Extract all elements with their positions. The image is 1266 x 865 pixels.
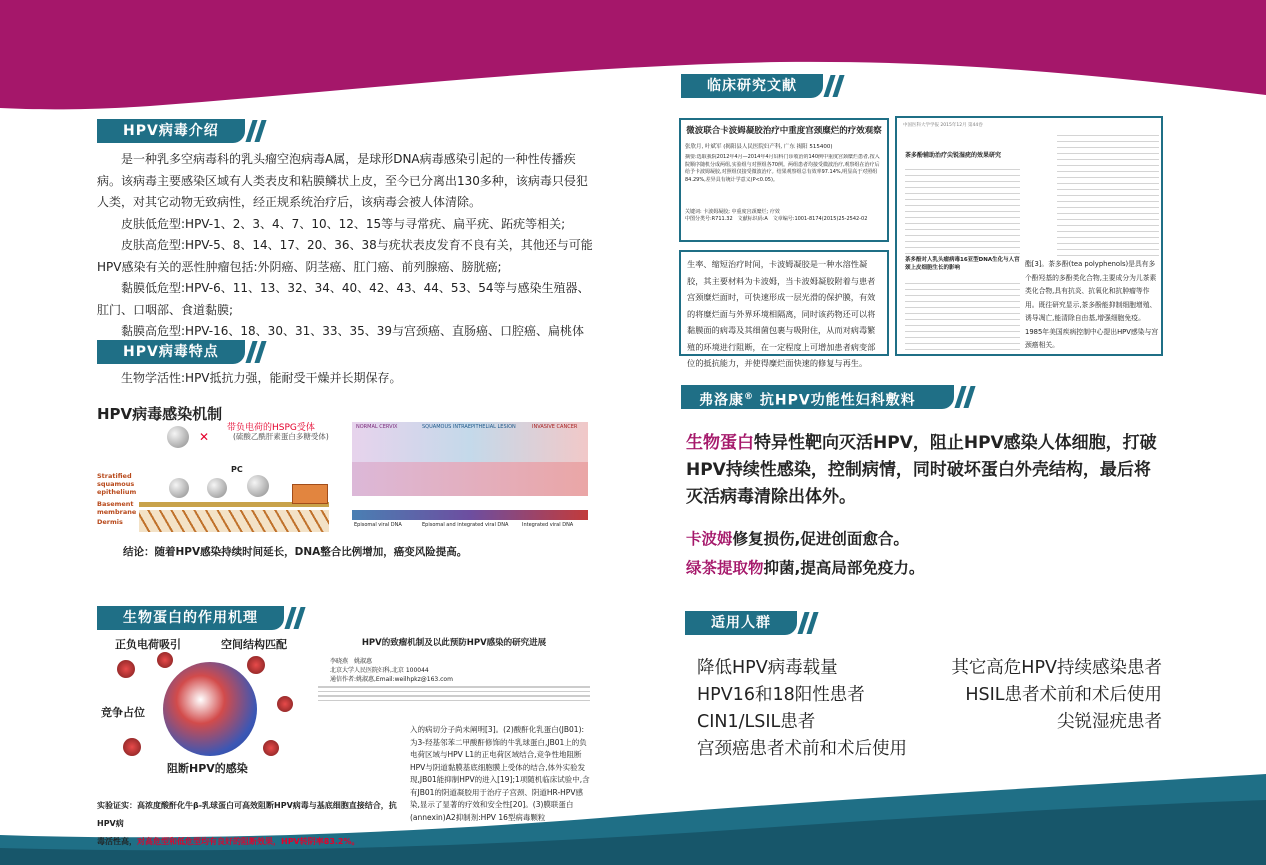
section-title-hpv-intro: HPV病毒介绍: [97, 119, 245, 143]
label-competitive-binding: 竞争占位: [101, 706, 145, 719]
virus-particle-icon: [167, 426, 189, 448]
layer-epithelium-label: Stratified squamous epithelium: [97, 472, 137, 496]
experiment-evidence: [97, 797, 407, 851]
episomal-label: Episomal viral DNA: [354, 522, 402, 528]
claim-text: 特异性靶向灭活HPV，阻止HPV感染人体细胞，打破HPV持续性感染，控制病情，同时破坏蛋白外壳结构，最后将灭活病毒清除出体外。: [686, 433, 1157, 507]
protein-molecule-icon: [117, 660, 135, 678]
audience-item: 宫颈癌患者术前和术后使用: [697, 739, 907, 759]
hpv-skin-low-risk: 皮肤低危型:HPV-1、2、3、4、7、10、12、15等与寻常疣、扁平疣、跖疣等相关;: [121, 216, 566, 231]
virus-particle-icon: [169, 478, 189, 498]
audience-right-list: [951, 655, 1162, 736]
section-tag-biological-protein: [97, 606, 302, 630]
section-title-audience: 适用人群: [685, 611, 797, 635]
clinical-paper-1-authors: 张欣月, 叶斌军 (揭阳县人民医院妇产科, 广东 揭阳 515400): [685, 144, 833, 150]
hpv-intro-body: [97, 149, 595, 364]
hpv-mucosa-high-risk: 黏膜高危型:HPV-16、18、30、31、33、35、39与宫颈癌、直肠癌、口腔癌、扁桃体: [121, 324, 585, 338]
clinical-paper-1-codes: 中图分类号:R711.32 文献标识码:A 文章编号:1001-8174(2015)25-2542-02: [685, 216, 868, 222]
hspg-label: 带负电荷的HSPG受体: [227, 423, 315, 433]
protein-paper-affiliation: 北京大学人民医院妇科,北京 100044: [330, 667, 429, 674]
protein-molecule-icon: [157, 652, 173, 668]
lesion-label: SQUAMOUS INTRAEPITHELIAL LESION: [422, 424, 516, 430]
protein-molecule-icon: [247, 656, 265, 674]
normal-cervix-label: NORMAL CERVIX: [356, 424, 398, 430]
protein-paper-highlight: 入的病切分子尚未阐明[3]。(2)酸酐化乳蛋白(JB01):为3-羟基邻苯二甲酸酐修饰的牛乳球蛋白,JB01上的负电荷区域与HPV L1的正电荷区域结合,竞争性地阻断HPV与阴道黏膜基底细胞膜上受体的结合,体外实验发现,JB01能抑制HPV的进入[19];1项随机临床试验中,含有JB01的阴道凝胶用于治疗子宫颈、阴道HR-HPV感染,显示了显著的疗效和安全性[20]。(3)膜联蛋白(annexin)A2抑制剂:HPV 16型病毒颗粒: [410, 725, 590, 822]
clinical-paper-1-keywords: 关键词: 卡波姆凝胶; 中重度宫颈糜烂; 疗效: [685, 209, 780, 215]
protein-paper-title: HPV的致瘤机制及以此预防HPV感染的研究进展: [361, 638, 547, 648]
audience-item: 尖锐湿疣患者: [1057, 712, 1162, 732]
virus-particle-icon: [247, 475, 269, 497]
epithelial-cells-shape: [292, 484, 328, 504]
protein-mechanism-illustration: [97, 632, 307, 782]
hpv-features-text: 生物学活性:HPV抵抗力强，能耐受干燥并长期保存。: [121, 371, 402, 385]
mechanism-title: HPV病毒感染机制: [97, 405, 223, 423]
registered-mark: ®: [744, 392, 754, 402]
clinical-paper-1: [679, 118, 889, 242]
product-brand: 弗洛康: [699, 392, 744, 409]
product-subtitle: 抗HPV功能性妇科敷料: [754, 392, 916, 409]
audience-item: 其它高危HPV持续感染患者: [951, 658, 1162, 678]
audience-left-list: [697, 655, 907, 763]
claim-highlight-protein: 生物蛋白: [686, 433, 754, 453]
episomal-integrated-label: Episomal and integrated viral DNA: [422, 522, 509, 528]
clinical-paper-2-excerpt: 酯[3]。茶多酚(tea polyphenols)是具有多个酚羟基的多酚类化合物,主要成分为儿茶素类化合物,具有抗炎、抗氧化和抗肿瘤等作用。既往研究显示,茶多酚能抑制细胞增殖、诱导凋亡,能清除自由基,增强细胞免疫。1985年美国疾病控制中心提出HPV感染与宫颈癌相关。: [1025, 260, 1159, 349]
experiment-evidence-line2: 毒活性高，: [97, 837, 137, 846]
protein-molecule-icon: [277, 696, 293, 712]
clinical-paper-1-excerpt-box: [679, 250, 889, 368]
hpv-skin-high-risk: 皮肤高危型:HPV-5、8、14、17、20、36、38与疣状表皮发育不良有关，其他还与可能HPV感染有关的恶性肿瘤包括:外阴癌、阴茎癌、肛门癌、前列腺癌、膀胱癌;: [97, 238, 593, 274]
clinical-paper-1-abstract: 摘要:选取我院2012年4月—2014年4月妇科门诊收治的140例中重度宫颈糜烂患者,按入院顺序随机分成两组,实验组与对照组各70例。两组患者均接受微波治疗,观察组在治疗后给予卡波姆凝胶,对照组仅接受微波治疗。结果观察组总有效率97.14%,明显高于对照组84.29%,差异具有统计学意义(P<0.05)。: [685, 154, 880, 183]
clinical-paper-2-title: 茶多酚辅助治疗尖锐湿疣的效果研究: [905, 152, 1002, 159]
clinical-paper-2-subtitle: 茶多酚对人乳头瘤病毒16亚型DNA生化与人宫颈上皮细胞生长的影响: [905, 257, 1020, 271]
hpv-capsid-icon: [163, 662, 257, 756]
top-wave-decoration: [0, 0, 1266, 120]
section-tag-clinical: [681, 74, 841, 98]
claim-carbomer-text: 修复损伤,促进创面愈合。: [732, 530, 909, 548]
product-main-claim: [686, 430, 1166, 511]
section-title-clinical: 临床研究文献: [681, 74, 823, 98]
integrated-label: Integrated viral DNA: [522, 522, 574, 528]
label-structure-match: 空间结构匹配: [221, 638, 287, 651]
mechanism-conclusion: 结论：随着HPV感染持续时间延长，DNA整合比例增加，癌变风险提高。: [123, 546, 468, 558]
label-block-infection: 阻断HPV的感染: [167, 762, 248, 775]
clinical-paper-2: [895, 116, 1163, 356]
hpv-intro-paragraph: 是一种乳多空病毒科的乳头瘤空泡病毒A属，是球形DNA病毒感染引起的一种性传播疾病。该病毒主要感染区域有人类表皮和粘膜鳞状上皮，至今已分离出130多种，该病毒只侵犯人类，对其它动物无致病性，经正规系统治疗后，该病毒会被人体清除。: [97, 152, 588, 209]
progression-arrow: [352, 510, 588, 520]
audience-item: HSIL患者术前和术后使用: [965, 685, 1162, 705]
audience-item: 降低HPV病毒载量: [697, 658, 838, 678]
protein-molecule-icon: [263, 740, 279, 756]
audience-item: HPV16和18阳性患者: [697, 685, 865, 705]
clinical-paper-1-excerpt: 生率、缩短治疗时间，卡波姆凝胶是一种水溶性凝胶，其主要材料为卡波姆，当卡波姆凝胶附着与患者宫颈糜烂面时，可快速形成一层光滑的保护膜，有效的将糜烂面与外界环境相隔离，同时该药物还可以将黏膜面的病毒及其细菌包裹与吸附住，从而对病毒繁殖的环境进行阻断，在一定程度上可增加患者病变部位的抵抗能力，并使得糜烂面快速的修复与再生。: [687, 259, 876, 368]
section-title-hpv-features: HPV病毒特点: [97, 340, 245, 364]
section-title-biological-protein: 生物蛋白的作用机理: [97, 606, 284, 630]
claim-highlight-carbomer: 卡波姆: [686, 530, 733, 548]
pc-label: PC: [231, 465, 243, 474]
label-charge-attraction: 正负电荷吸引: [115, 638, 181, 651]
hpv-mucosa-low-risk: 黏膜低危型:HPV-6、11、13、32、34、40、42、43、44、53、54等与感染生殖器、肛门、口咽部、食道黏膜;: [97, 281, 590, 317]
cervix-lesion-progression-diagram: [352, 422, 588, 534]
hspg-sublabel: (硫酸乙酰肝素蛋白多糖受体): [233, 432, 329, 441]
layer-dermis-label: Dermis: [97, 518, 123, 526]
block-x-icon: ✕: [199, 430, 210, 444]
clinical-paper-2-header: 中国医科大学学报 2015年12月 第44卷: [903, 123, 983, 128]
claim-highlight-green-tea: 绿茶提取物: [686, 559, 764, 577]
protein-molecule-icon: [123, 738, 141, 756]
layer-basement-label: Basement membrane: [97, 500, 137, 516]
protein-paper-excerpt: [318, 636, 590, 704]
protein-paper-authors: 李晓燕 姚淑惠: [330, 658, 373, 665]
section-tag-product: [681, 385, 972, 409]
product-claim-green-tea: [686, 556, 924, 578]
audience-item: CIN1/LSIL患者: [697, 712, 816, 732]
protein-paper-email: 通信作者:姚淑惠,Email:weilhpkz@163.com: [330, 676, 453, 683]
section-tag-audience: [685, 611, 815, 635]
experiment-evidence-line1: 实验证实：高浓度酸酐化牛β-乳球蛋白可高效阻断HPV病毒与基底细胞直接结合，抗HPV病: [97, 801, 397, 828]
product-claim-carbomer: [686, 527, 909, 549]
infection-mechanism-diagram: [97, 420, 332, 535]
dermis-shape: [139, 510, 329, 532]
invasive-cancer-label: INVASIVE CANCER: [532, 424, 578, 430]
experiment-evidence-highlight: 对高危型和低危型均有良好的阻断效果，HPV转阴率83.2%。: [137, 837, 360, 846]
virus-particle-icon: [207, 478, 227, 498]
claim-green-tea-text: 抑菌,提高局部免疫力。: [763, 559, 925, 577]
clinical-paper-1-title: 微波联合卡波姆凝胶治疗中重度宫颈糜烂的疗效观察: [686, 126, 882, 136]
section-tag-hpv-features: [97, 340, 263, 364]
section-tag-hpv-intro: [97, 119, 263, 143]
